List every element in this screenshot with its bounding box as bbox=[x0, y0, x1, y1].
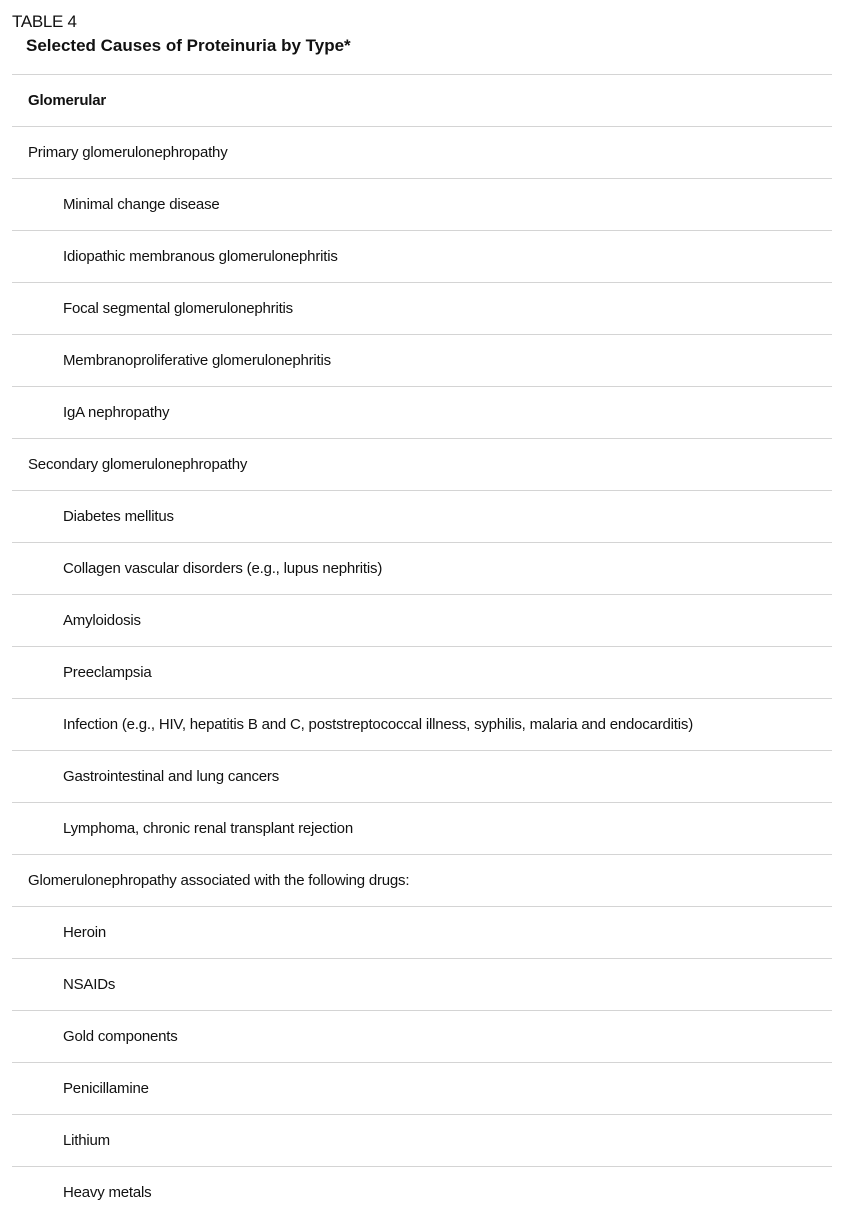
table-row-item: Gastrointestinal and lung cancers bbox=[12, 750, 832, 802]
table-row-item: Gold components bbox=[12, 1010, 832, 1062]
causes-table bbox=[12, 74, 832, 1218]
table-row-item: Collagen vascular disorders (e.g., lupus nephritis) bbox=[12, 542, 832, 594]
table-row-item: Penicillamine bbox=[12, 1062, 832, 1114]
table-row-item: Diabetes mellitus bbox=[12, 490, 832, 542]
table-row-category: Glomerulonephropathy associated with the following drugs: bbox=[12, 854, 832, 906]
table-row-item: Lymphoma, chronic renal transplant rejection bbox=[12, 802, 832, 854]
table-row-item: Amyloidosis bbox=[12, 594, 832, 646]
table-row-category: Secondary glomerulonephropathy bbox=[12, 438, 832, 490]
table-row-item: Preeclampsia bbox=[12, 646, 832, 698]
table-row-item: Heavy metals bbox=[12, 1166, 832, 1218]
table-row-item: Lithium bbox=[12, 1114, 832, 1166]
table-row-item: Membranoproliferative glomerulonephritis bbox=[12, 334, 832, 386]
table-row-item: IgA nephropathy bbox=[12, 386, 832, 438]
table-row-item: Idiopathic membranous glomerulonephritis bbox=[12, 230, 832, 282]
table-label: TABLE 4 bbox=[12, 12, 77, 31]
table-row-item: Minimal change disease bbox=[12, 178, 832, 230]
table-row-item: Focal segmental glomerulonephritis bbox=[12, 282, 832, 334]
table-row-item: Heroin bbox=[12, 906, 832, 958]
table-row-item: Infection (e.g., HIV, hepatitis B and C, poststreptococcal illness, syphilis, malaria and endocarditis) bbox=[12, 698, 832, 750]
table-row-item: NSAIDs bbox=[12, 958, 832, 1010]
table-section-header: Glomerular bbox=[12, 74, 832, 126]
table-title: Selected Causes of Proteinuria by Type* bbox=[26, 36, 351, 55]
table-row-category: Primary glomerulonephropathy bbox=[12, 126, 832, 178]
